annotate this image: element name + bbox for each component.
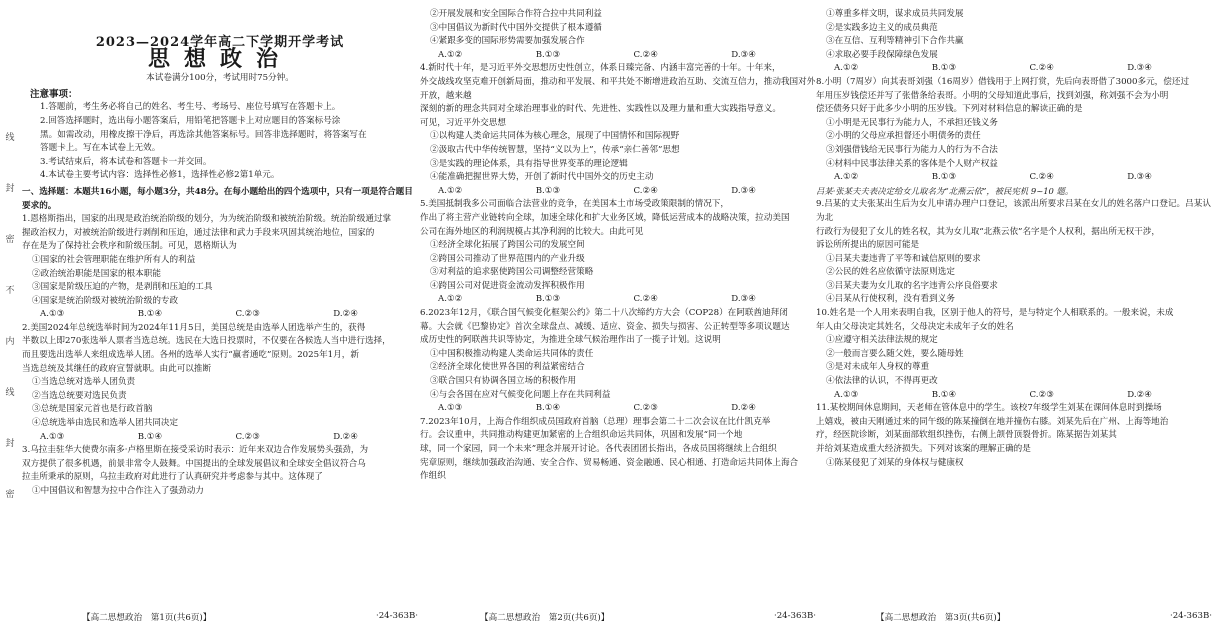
stem-line: 行。会议重申，共同推动构建更加紧密的上合组织命运共同体，巩固和发展“同一个地	[420, 430, 743, 441]
notice-block	[22, 88, 418, 183]
statement-item: ④国家是统治阶级对被统治阶级的专政	[32, 295, 179, 306]
statement-item: ③总统是国家元首也是行政首脑	[32, 404, 153, 415]
stem-line: 并给刘某造成重大经济损失。下列对该案的理解正确的是	[816, 444, 1031, 454]
footer-page-label: 【高二思想政治 第2页(共6页)】	[480, 613, 610, 623]
question-3	[22, 444, 418, 498]
footer-page-label: 【高二思想政治 第3页(共6页)】	[876, 613, 1006, 623]
option: B.①④	[931, 389, 957, 400]
statement-item: ①中国倡议和智慧为拉中合作注入了强劲动力	[32, 486, 204, 496]
question-4	[420, 62, 816, 198]
stem-line: 2.美国2024年总统选举时间为2024年11月5日，美国总统是由选举人团选举产生的，获得	[22, 322, 366, 333]
question-6	[420, 307, 816, 416]
side-char: 封	[5, 438, 15, 449]
option: A.①③	[40, 431, 65, 442]
option: A.①②	[834, 63, 859, 74]
section-heading: 一、选择题：本题共16小题，每小题3分，共48分。在每小题给出的四个选项中，只有一项是符合题目要求的。	[22, 186, 413, 211]
statement-item: ③对利益的追求驱使跨国公司调整经营策略	[430, 267, 594, 278]
question-11	[816, 402, 1212, 470]
statement-item: ③刘强借钱给无民事行为能力人的行为不合法	[826, 144, 998, 155]
answer-options	[816, 62, 1212, 76]
side-char: 密	[5, 234, 15, 245]
exam-title: 2023—2024学年高二下学期开学考试	[95, 35, 345, 50]
statement-item: ②跨国公司推动了世界范围内的产业升级	[430, 253, 585, 264]
option: D.③④	[731, 49, 756, 60]
page-1-column	[22, 8, 418, 499]
notice-line: 黑。如需改动，用橡皮擦干净后，再选涂其他答案标号。回答非选择题时，将答案写在	[40, 129, 367, 140]
stem-line: 年用压岁钱偿还并写了张借条给表哥。小明的父母知道此事后，找到刘强，称刘强不会为小明	[816, 90, 1169, 101]
stem-line: 拉圭所秉承的原则，乌拉圭政府对此进行了认真研究并考虑参与其中。这体现了	[22, 472, 323, 483]
option: A.①②	[834, 172, 859, 183]
side-char: 密	[5, 489, 15, 500]
statement-item: ④吕某从行使权利，没有看到义务	[826, 294, 955, 305]
footer-page-label: 【高二思想政治 第1页(共6页)】	[82, 613, 212, 623]
notice-line: 2.回答选择题时，选出每小题答案后，用铅笔把答题卡上对应题目的答案标号涂	[40, 115, 341, 126]
statement-item: ①经济全球化拓展了跨国公司的发展空间	[430, 240, 585, 251]
statement-item: ①应遵守相关法律法规的规定	[826, 335, 938, 346]
stem-line: 疗，经医院诊断，刘某面部软组织挫伤，右侧上颌骨顶裂骨折。陈某据告刘某其	[816, 430, 1117, 441]
subject-title: 思想政治	[147, 46, 292, 72]
notice-line: 4.本试卷主要考试内容：选择性必修1，选择性必修2第1单元。	[40, 170, 280, 181]
option: A.①②	[438, 294, 463, 305]
stem-line: 而且要选出选举人来组成选举人团。各州的选举人实行“赢者通吃”原则。2025年1月，新	[22, 350, 359, 361]
statement-item: ①吕某夫妻违背了平等和诚信原则的要求	[826, 253, 981, 264]
option: B.①③	[535, 294, 561, 305]
option: D.③④	[731, 185, 756, 196]
option: A.①③	[40, 309, 65, 320]
side-char: 线	[5, 132, 15, 143]
statement-item: ①国家的社会管理职能在维护所有人的利益	[32, 254, 196, 265]
stem-line: 10.姓名是一个人用来表明自我，区别于他人的符号，是与特定个人相联系的。一般来说，未成	[816, 308, 1174, 319]
option: A.①②	[438, 185, 463, 196]
option: C.②④	[633, 294, 658, 305]
option: D.②④	[333, 309, 358, 320]
statement-item: ③是实践的理论体系，具有指导世界变革的理论逻辑	[430, 158, 628, 169]
option: D.②④	[333, 431, 358, 442]
stem-line: 球，同一个家园，同一个未来”理念并展开讨论。各代表团团长指出，各成员国将继续上合组织	[420, 444, 777, 454]
statement-item: ①以构建人类命运共同体为核心理念，展现了中国情怀和国际视野	[430, 131, 680, 142]
side-char: 不	[5, 285, 15, 296]
statement-item: ②小明的父母应承担督还小明债务的责任	[826, 131, 981, 142]
stem-line: 可见，习近平外交思想	[420, 117, 506, 128]
stem-line: 宪章原则，继续加强政治沟通、安全合作、贸易畅通、资金融通、民心相通、打造命运共同体上海合	[420, 457, 799, 468]
stem-line: 当选总统及其继任的政府宣誓就职。由此可以推断	[22, 363, 212, 374]
answer-options	[816, 389, 1212, 403]
stem-line: 外交战线攻坚克难开创新局面，推动和平发展、和平共处不断增进政治互助、交流互信力，推动我国对外开放，越来越	[420, 76, 816, 101]
page-1-footer	[22, 611, 418, 623]
statement-item: ③是对未成年人身权的尊重	[826, 362, 930, 373]
footer-code: ·24-363B·	[375, 611, 418, 621]
option: C.②④	[633, 49, 658, 60]
option: D.②④	[731, 403, 756, 414]
stem-line: 5.美国抵制我多公司面临合法营业的竞争，在美国本土市场受政策限制的情况下，	[420, 199, 729, 210]
statement-item: ④求取必要手段保障绿色发展	[826, 49, 938, 60]
option: A.①②	[438, 49, 463, 60]
stem-line: 11.某校期间休息期间，天老师在管体息中的学生。该校7年级学生刘某在课间体息时到操场	[816, 403, 1162, 414]
notice-line: 3.考试结束后，将本试卷和答题卡一并交回。	[40, 156, 212, 167]
option: D.③④	[1127, 63, 1152, 74]
notice-line: 答题卡上。写在本试卷上无效。	[40, 143, 161, 154]
statement-item: ③联合国只有协调各国立场的积极作用	[430, 376, 577, 387]
question-1	[22, 213, 418, 322]
stem-line: 握政治权力，对被统治阶级进行剥削和压迫，通过法律和武力手段来巩固其统治地位，国家的	[22, 227, 375, 238]
stem-line: 4.新时代十年，是习近平外交思想历史性创立，体系日臻完备、内涵丰富完善的十年。十年来，	[420, 63, 781, 74]
question-9	[816, 198, 1212, 307]
side-char: 线	[5, 387, 15, 398]
statement-item: ④紧跟多变的国际形势需要加强发展合作	[430, 36, 585, 47]
option: C.②③	[235, 431, 260, 442]
answer-options	[420, 185, 816, 199]
option: D.③④	[731, 294, 756, 305]
question-7	[420, 416, 816, 484]
footer-code: ·24-363B·	[773, 611, 816, 621]
statement-item: ②汲取古代中华传统智慧，坚持“义以为上”，传承“亲仁善邻”思想	[430, 144, 680, 155]
statement-item: ③在互信、互利等精神引下合作共赢	[826, 36, 964, 47]
stem-line: 存在是为了保持社会秩序和阶级压制。可见，恩格斯认为	[22, 241, 237, 252]
stem-line: 作出了将主营产业链转向全球，加速全球化和扩大业务区域，降低运营成本的战略决策，拉动美国	[420, 212, 790, 223]
statement-item: ③国家是阶级压迫的产物，是剥削和压迫的工具	[32, 282, 213, 293]
question-2	[22, 322, 418, 444]
exam-meta: 本试卷满分100分，考试用时75分钟。	[146, 73, 294, 84]
statement-item: ①小明是无民事行为能力人，不承担还钱义务	[826, 117, 998, 128]
option: B.①③	[535, 185, 561, 196]
answer-options	[420, 402, 816, 416]
answer-options	[420, 293, 816, 307]
answer-options	[22, 308, 418, 322]
statement-item: ④与会各国在应对气候变化问题上存在共同利益	[430, 389, 611, 400]
page-2-footer	[420, 611, 816, 623]
side-char: 封	[5, 183, 15, 194]
stem-line: 深刻的新的理念共同对全球治理事业的时代、先进性、实践性以及理力量和重大实践指导意义。	[420, 104, 781, 115]
statement-item: ④能准确把握世界大势，开创了新时代中国外交的历史主动	[430, 172, 654, 183]
statement-item: ①尊重多样文明，谋求成员共同发展	[826, 9, 964, 19]
stem-line: 3.乌拉圭驻华大使费尔南多·卢格里斯在接受采访时表示：近年来双边合作发展势头强劲，为	[22, 445, 369, 456]
option: C.②③	[1029, 389, 1054, 400]
statement-item: ②政治统治职能是国家的根本职能	[32, 268, 161, 279]
statement-item: ②是实践多边主义的成员典范	[826, 22, 938, 33]
answer-options	[816, 171, 1212, 185]
stem-line: 公司在海外地区的利润规模占其净利润的比较大。由此可见	[420, 226, 644, 237]
option: C.②④	[1029, 63, 1054, 74]
stem-line: 年人由父母决定其姓名，父母决定未成年子女的姓名	[816, 321, 1014, 332]
page-3-footer	[816, 611, 1212, 623]
statement-item: ④依法律的认识，不得再更改	[826, 376, 938, 387]
statement-item: ④跨国公司对促进资金流动发挥积极作用	[430, 280, 585, 291]
statement-item: ①当选总统对选举人团负责	[32, 377, 136, 388]
notice-line: 1.答题前，考生务必将自己的姓名、考生号、考场号、座位号填写在答题卡上。	[40, 102, 341, 113]
statement-item: ③吕某夫妻为女儿取的名字违背公序良俗要求	[826, 280, 998, 291]
option: C.②④	[633, 185, 658, 196]
stem-line: 1.恩格斯指出，国家的出现是政治统治阶级的划分，为为统治阶级和被统治阶级。统治阶级通过掌	[22, 214, 392, 225]
statement-item: ②公民的姓名应依循守法原则选定	[826, 267, 955, 278]
stem-line: 双方提供了很多机遇，前景非常令人鼓舞。中国提出的全球发展倡议和全球安全倡议符合乌	[22, 458, 366, 469]
option: A.①③	[438, 403, 463, 414]
statement-item: ④材料中民事法律关系的客体是个人财产权益	[826, 158, 998, 169]
page-2-column	[420, 8, 816, 484]
statement-item: ①陈某侵犯了刘某的身体权与健康权	[826, 457, 964, 468]
stem-line: 成历史性的阿联酋共识等协定，为推进全球气候治理作出了一揽子计划。这说明	[420, 335, 721, 346]
stem-line: 8.小明（7周岁）向其表哥刘强（16周岁）借钱用于上网打赏，先后向表哥借了3000多元，偿还过	[816, 76, 1190, 87]
stem-line: 9.吕某的丈夫张某出生后为女儿申请办理户口登记，该派出所要求吕某在女儿的姓名落户口登记。吕某认为北	[816, 199, 1211, 223]
handwritten-note: 吕某·张某夫夫表决定给女儿取名为“北燕云依”，被民宪机 9~10 题。	[816, 185, 1074, 196]
stem-line: 7.2023年10月，上海合作组织成员国政府首脑（总理）理事会第二十二次会议在比什凯克举	[420, 416, 771, 427]
binding-margin	[0, 0, 20, 629]
answer-options	[420, 49, 816, 63]
statement-item: ②当选总统要对选民负责	[32, 390, 127, 401]
stem-line: 6.2023年12月，《联合国气候变化框架公约》第二十八次缔约方大会（COP28）在阿联酋迪拜闭	[420, 308, 788, 319]
stem-line: 上嬉戏，被由天刚通过来的同午级的陈某撞倒在地并撞伤右膝。刘某先后在广州、上海等地治	[816, 416, 1169, 427]
option: B.①③	[931, 63, 957, 74]
footer-code: ·24-363B·	[1169, 611, 1212, 621]
statement-item: ②经济全球化使世界各国的利益紧密结合	[430, 362, 585, 373]
option: B.①③	[931, 172, 957, 183]
statement-item: ①中国积极推动构建人类命运共同体的责任	[430, 348, 594, 359]
option: B.①④	[137, 309, 163, 320]
option: C.②④	[1029, 172, 1054, 183]
stem-line: 半数以上即270张选举人票者当选总统。选民在大选日投票时，不仅要在各候选人当中进行选择，	[22, 336, 391, 347]
option: B.①③	[535, 49, 561, 60]
stem-line: 行政行为侵犯了女儿的姓名权，其为女儿取“北燕云依”名字是个人权利，据出所无权干涉，	[816, 226, 1160, 237]
side-char: 内	[5, 336, 15, 347]
option: A.①③	[834, 389, 859, 400]
statement-item: ②一般而言要么随父姓，要么随母姓	[826, 348, 964, 359]
statement-item: ④总统选举由选民和选举人团共同决定	[32, 418, 179, 429]
stem-line: 偿还债务只好于此多少小明的压岁钱。下列对材料信息的解读正确的是	[816, 104, 1083, 115]
option: D.③④	[1127, 172, 1152, 183]
stem-line: 幕。大会就《巴黎协定》首次全球盘点、减缓、适应、资金、损失与损害、公正转型等多项议题达	[420, 321, 790, 332]
option: C.②③	[633, 403, 658, 414]
notice-title: 注意事项：	[30, 88, 78, 100]
option: B.①④	[535, 403, 561, 414]
question-5	[420, 198, 816, 307]
question-10	[816, 307, 1212, 402]
statement-item: ③中国倡议为新时代中国外交提供了根本遵循	[430, 22, 602, 33]
option: D.②④	[1127, 389, 1152, 400]
stem-line: 诉讼所所提出的原因可能是	[816, 240, 920, 251]
option: C.②③	[235, 309, 260, 320]
option: B.①④	[137, 431, 163, 442]
question-8	[816, 76, 1212, 198]
page-3-column	[816, 8, 1212, 470]
stem-line: 作组织	[420, 471, 446, 482]
statement-item: ②开展发展和安全国际合作符合拉中共同利益	[430, 9, 602, 19]
answer-options	[22, 431, 418, 445]
